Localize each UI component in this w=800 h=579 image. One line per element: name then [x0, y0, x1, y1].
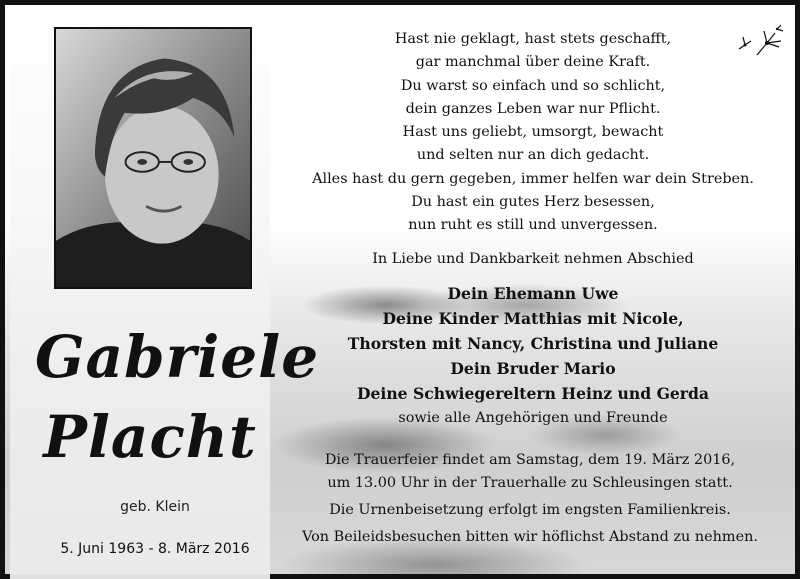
service-info [275, 449, 785, 549]
poem [283, 28, 783, 238]
poem-line: gar manchmal über deine Kraft. [415, 54, 651, 71]
first-name: Gabriele [35, 323, 320, 391]
portrait-photo [54, 27, 252, 289]
poem-line: Hast uns geliebt, umsorgt, bewacht [402, 124, 664, 141]
poem-line: nun ruht es still und unvergessen. [408, 217, 658, 234]
mourner: Deine Kinder Matthias mit Nicole, [382, 309, 684, 328]
poem-line: Hast nie geklagt, hast stets geschafft, [394, 31, 672, 47]
mourner: Dein Bruder Mario [450, 359, 616, 378]
mourners-list [283, 281, 783, 431]
service-line: um 13.00 Uhr in der Trauerhalle zu Schleusingen statt. [327, 475, 733, 491]
poem-line: und selten nur an dich gedacht. [416, 147, 650, 164]
service-line: Die Trauerfeier findet am Samstag, dem 19. März 2016, [324, 452, 736, 468]
mourner: Thorsten mit Nancy, Christina und Juliane [347, 334, 719, 353]
mourner: Deine Schwiegereltern Heinz und Gerda [356, 384, 710, 403]
service-line: Die Urnenbeisetzung erfolgt im engsten Familienkreis. [329, 502, 731, 518]
farewell-intro: In Liebe und Dankbarkeit nehmen Abschied [372, 251, 694, 267]
service-line: Von Beileidsbesuchen bitten wir höflichst Abstand zu nehmen. [302, 529, 758, 545]
last-name: Placht [43, 403, 257, 471]
life-dates: 5. Juni 1963 - 8. März 2016 [60, 541, 250, 557]
mourner: Dein Ehemann Uwe [447, 284, 619, 303]
mourners-other: sowie alle Angehörigen und Freunde [398, 410, 668, 426]
birth-name: geb. Klein [120, 499, 190, 515]
poem-line: Du hast ein gutes Herz besessen, [411, 194, 655, 211]
poem-line: Alles hast du gern gegeben, immer helfen war dein Streben. [312, 170, 754, 187]
poem-line: Du warst so einfach und so schlicht, [400, 77, 666, 94]
poem-line: dein ganzes Leben war nur Pflicht. [405, 100, 661, 117]
